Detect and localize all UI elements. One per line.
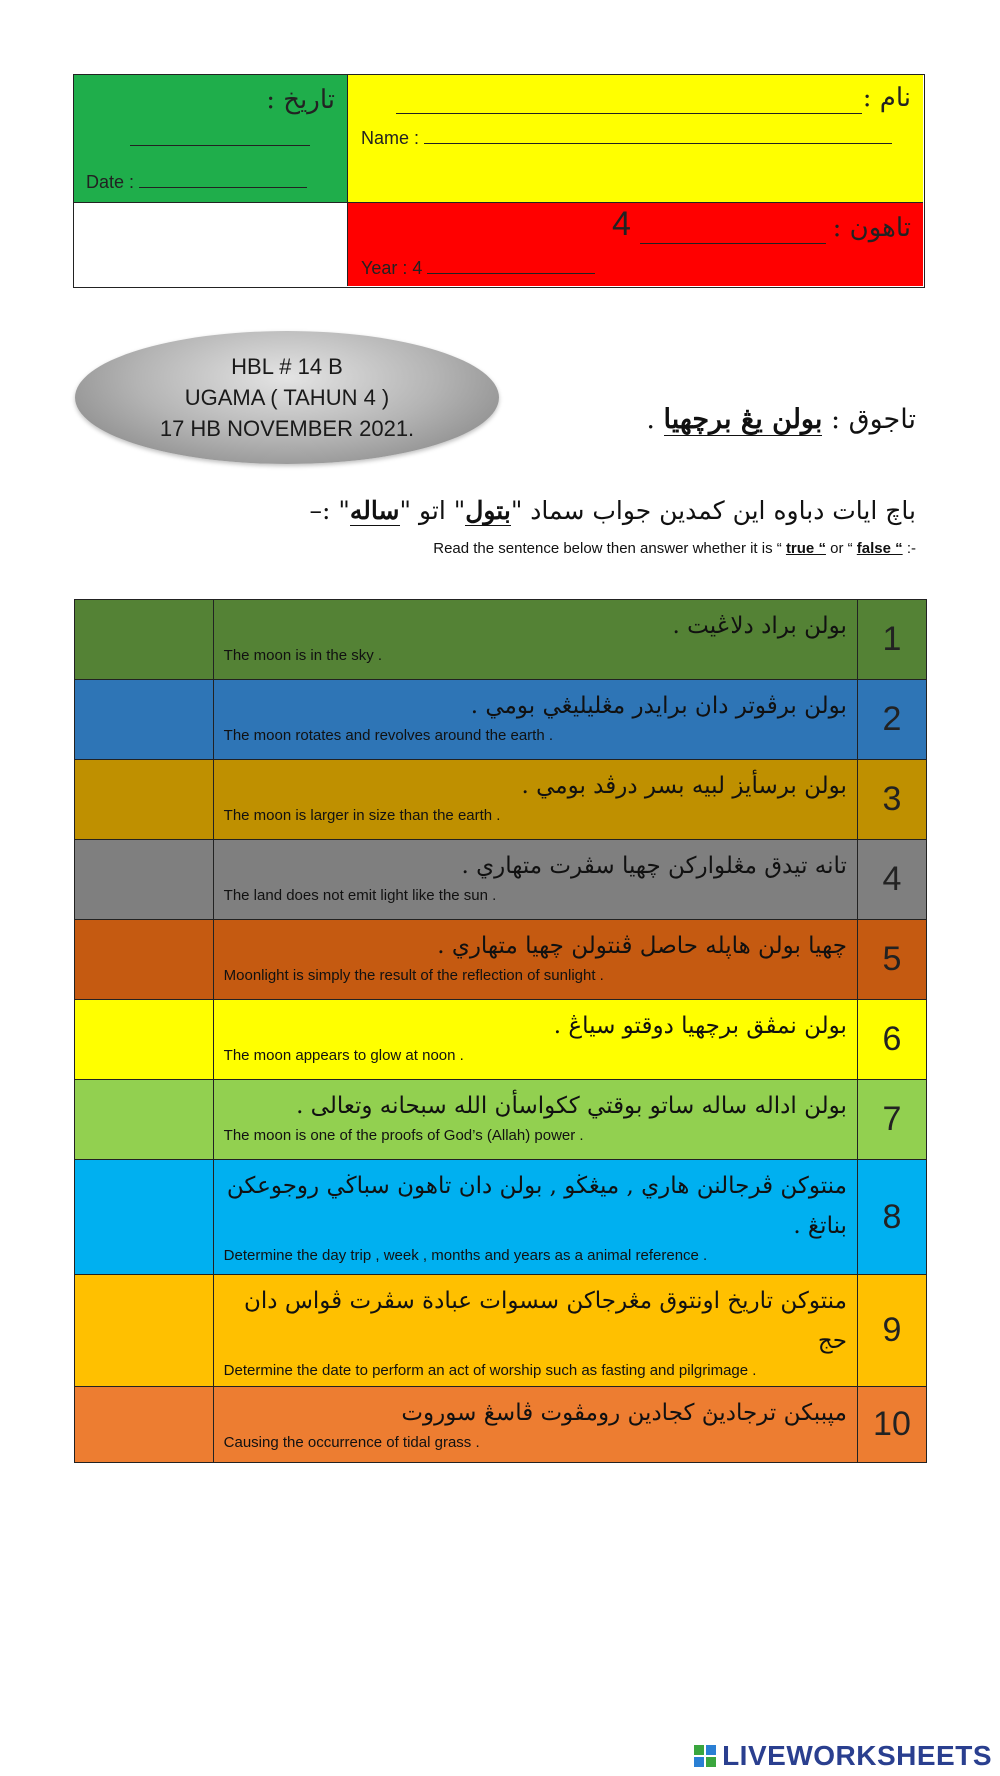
instruction-en-suffix: :- [902, 540, 916, 557]
topic-dot: . [646, 404, 655, 435]
student-info-grid [73, 74, 925, 288]
question-english: The moon is larger in size than the earth . [223, 807, 501, 824]
question-english: The moon is one of the proofs of God’s (Allah) power . [223, 1127, 584, 1144]
year-cell [348, 203, 923, 286]
year-line-arabic[interactable] [640, 219, 826, 244]
instruction-arabic [310, 496, 916, 525]
date-label-arabic: تاريخ : [266, 85, 335, 115]
year-line-english[interactable] [427, 257, 595, 274]
question-row [75, 600, 927, 680]
instruction-en-false: false “ [856, 540, 903, 557]
question-english: The moon rotates and revolves around the earth . [223, 727, 554, 744]
topic-heading [646, 404, 916, 435]
answer-box[interactable] [75, 1000, 214, 1080]
question-arabic: بولن براد دلاڠيت . [672, 613, 847, 639]
instruction-english [433, 540, 916, 557]
answer-box[interactable] [75, 1160, 214, 1275]
question-row [75, 1080, 927, 1160]
instruction-ar-mid: " اتو " [399, 496, 466, 525]
date-line-english[interactable] [139, 171, 307, 188]
answer-box[interactable] [75, 920, 214, 1000]
question-row [75, 680, 927, 760]
answer-box[interactable] [75, 1387, 214, 1463]
instruction-en-or: or “ [825, 540, 857, 557]
answer-box[interactable] [75, 1275, 214, 1387]
year-label-arabic: تاهون : [832, 213, 911, 243]
name-line-english[interactable] [424, 127, 892, 144]
instruction-en-true: true “ [785, 540, 826, 557]
question-number: 3 [857, 760, 926, 840]
question-text-cell [213, 1160, 857, 1275]
question-number: 1 [857, 600, 926, 680]
question-text-cell [213, 680, 857, 760]
question-number: 8 [857, 1160, 926, 1275]
answer-box[interactable] [75, 600, 214, 680]
logo-text: LIVEWORKSHEETS [722, 1740, 992, 1771]
question-english: Determine the day trip , week , months and years as a animal reference . [223, 1247, 708, 1264]
question-number: 10 [857, 1387, 926, 1463]
liveworksheets-logo [694, 1740, 992, 1772]
question-english: Causing the occurrence of tidal grass . [223, 1434, 480, 1451]
question-number: 7 [857, 1080, 926, 1160]
name-line-arabic[interactable] [396, 93, 862, 114]
question-arabic: مپببكن ترجاديڽ كجادين رومڤوت ڤاسڠ سوروت [401, 1400, 847, 1426]
instruction-ar-prefix: باچ ايات دباوه اين كمدين جواب سماد " [510, 496, 916, 525]
logo-grid-icon [694, 1745, 716, 1767]
question-row [75, 920, 927, 1000]
question-text-cell [213, 1387, 857, 1463]
lesson-date: 17 HB NOVEMBER 2021. [159, 416, 415, 441]
year-value: 4 [612, 205, 631, 243]
question-text-cell [213, 600, 857, 680]
question-text-cell [213, 1080, 857, 1160]
lesson-subject: UGAMA ( TAHUN 4 ) [184, 385, 390, 410]
question-arabic: بولن اداله ساله ساتو بوقتي ككواسأن الله سبحانه وتعالى . [296, 1093, 847, 1119]
question-arabic: چهيا بولن هاڽله حاصل ڤنتولن چهيا متهاري . [437, 933, 847, 959]
question-number: 6 [857, 1000, 926, 1080]
question-text-cell [213, 1000, 857, 1080]
year-label-english: Year : 4 [361, 258, 423, 278]
name-cell [348, 75, 923, 203]
question-number: 9 [857, 1275, 926, 1387]
question-row [75, 1275, 927, 1387]
name-label-english: Name : [361, 128, 420, 148]
question-arabic: بولن برسأيز لبيه بسر درڤد بومي . [521, 773, 847, 799]
instruction-en-prefix: Read the sentence below then answer whether it is “ [433, 540, 786, 557]
question-text-cell [213, 840, 857, 920]
topic-title: بولن يڠ برچهيا [663, 404, 823, 435]
question-english: The moon appears to glow at noon . [223, 1047, 464, 1064]
question-row [75, 760, 927, 840]
question-text-cell [213, 920, 857, 1000]
lesson-title-oval [75, 331, 499, 464]
instruction-ar-false: ساله [349, 496, 400, 525]
answer-box[interactable] [75, 760, 214, 840]
answer-box[interactable] [75, 680, 214, 760]
lesson-code: HBL # 14 B [231, 354, 343, 379]
question-text-cell [213, 1275, 857, 1387]
question-number: 4 [857, 840, 926, 920]
answer-box[interactable] [75, 1080, 214, 1160]
question-arabic: تانه تيدق مڠلواركن چهيا سڤرت متهاري . [461, 853, 847, 879]
question-arabic: بولن نمڤق برچهيا دوقتو سياڠ . [553, 1013, 847, 1039]
date-label-english: Date : [86, 172, 135, 192]
question-arabic: منتوكن تاريخ اونتوق مڠرجاكن سسوات عبادة سڤرت ڤواس دان حج [243, 1288, 847, 1354]
question-english: Moonlight is simply the result of the reflection of sunlight . [223, 967, 604, 984]
question-number: 2 [857, 680, 926, 760]
question-row [75, 1387, 927, 1463]
blank-cell [74, 203, 348, 286]
question-english: The land does not emit light like the sun . [223, 887, 497, 904]
answer-box[interactable] [75, 840, 214, 920]
question-row [75, 1160, 927, 1275]
question-number: 5 [857, 920, 926, 1000]
instruction-ar-suffix: " :– [309, 496, 350, 525]
question-text-cell [213, 760, 857, 840]
question-row [75, 1000, 927, 1080]
name-label-arabic: نام : [862, 83, 911, 113]
date-cell [74, 75, 348, 203]
question-row [75, 840, 927, 920]
question-english: The moon is in the sky . [223, 647, 383, 664]
question-arabic: منتوكن ڤرجالنن هاري , ميڠڬو , بولن دان تاهون سباڬي روجوعكن بناتڠ . [226, 1173, 847, 1239]
question-arabic: بولن برڤوتر دان برايدر مڠليليڠي بومي . [470, 693, 847, 719]
instruction-ar-true: بتول [465, 496, 511, 525]
date-line-arabic[interactable] [130, 123, 310, 146]
questions-table [74, 599, 927, 1463]
topic-label: تاجوق : [830, 404, 916, 435]
question-english: Determine the date to perform an act of worship such as fasting and pilgrimage . [223, 1362, 757, 1379]
